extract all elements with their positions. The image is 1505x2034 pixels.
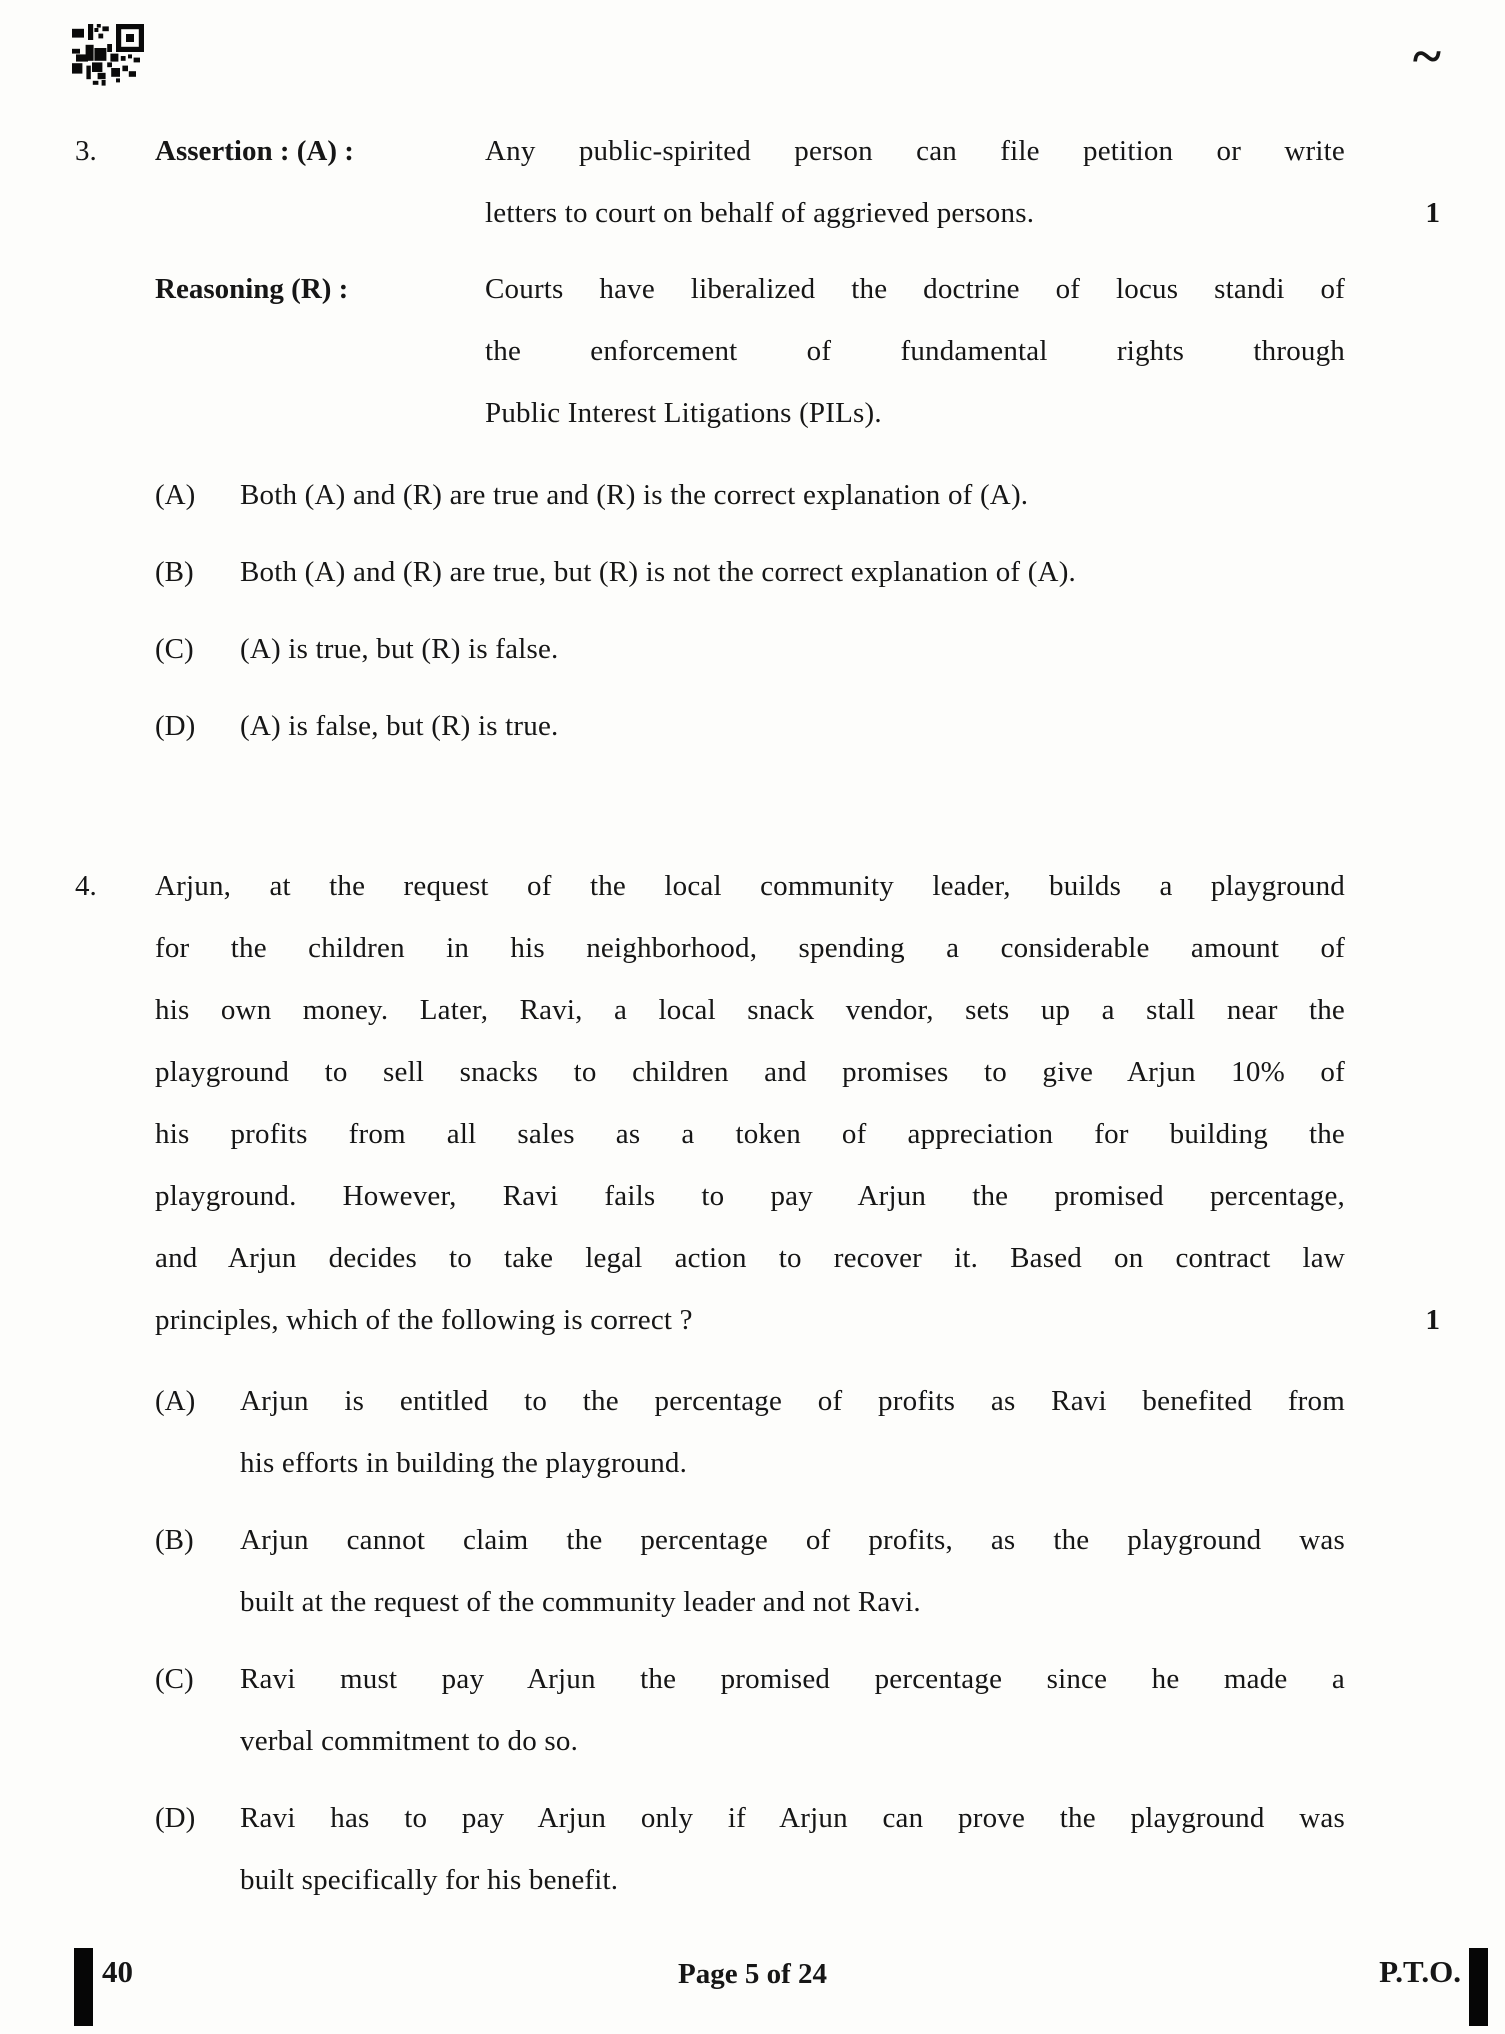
option-text xyxy=(240,541,1345,603)
pto-label: P.T.O. xyxy=(1379,1954,1461,1989)
option-text-line: built specifically for his benefit. xyxy=(240,1864,619,1896)
option-text-line: verbal commitment to do so. xyxy=(240,1725,579,1757)
option-text-line: Both (A) and (R) are true and (R) is the correct explanation of (A). xyxy=(240,479,1029,511)
option-text-line: Ravi must pay Arjun the promised percentage since he made a xyxy=(240,1663,1345,1695)
option-b xyxy=(155,1509,1345,1633)
reasoning-line: Courts have liberalized the doctrine of locus standi of xyxy=(485,273,1345,305)
option-text xyxy=(240,1648,1345,1772)
assertion-text xyxy=(485,120,1345,244)
option-a xyxy=(155,464,1345,526)
reasoning-line: the enforcement of fundamental rights through xyxy=(485,335,1345,367)
question-3 xyxy=(0,0,1505,757)
question-4-marks: 1 xyxy=(1425,1304,1440,1336)
question-4-options xyxy=(155,1370,1345,1911)
option-a xyxy=(155,1370,1345,1494)
option-text xyxy=(240,1370,1345,1494)
paragraph-line: playground. However, Ravi fails to pay Arjun the promised percentage, xyxy=(155,1180,1345,1212)
option-text xyxy=(240,618,1345,680)
question-paper-code: 40 xyxy=(102,1954,133,1989)
option-letter: (B) xyxy=(155,1524,194,1556)
option-text xyxy=(240,1509,1345,1633)
question-4 xyxy=(0,757,1505,1911)
paragraph-line: his profits from all sales as a token of appreciation for building the xyxy=(155,1118,1345,1150)
option-text-line: Arjun cannot claim the percentage of profits, as the playground was xyxy=(240,1524,1345,1556)
page-number: Page 5 of 24 xyxy=(678,1958,827,1990)
assertion-label: Assertion : (A) : xyxy=(155,135,354,167)
question-4-paragraph xyxy=(155,855,1345,1351)
question-3-marks: 1 xyxy=(1425,197,1440,229)
option-letter: (B) xyxy=(155,556,194,588)
option-letter: (A) xyxy=(155,479,196,511)
question-3-number: 3. xyxy=(75,135,97,167)
option-text-line: (A) is false, but (R) is true. xyxy=(240,710,559,742)
option-letter: (D) xyxy=(155,710,196,742)
paragraph-line: for the children in his neighborhood, spending a considerable amount of xyxy=(155,932,1345,964)
option-text-line: Arjun is entitled to the percentage of profits as Ravi benefited from xyxy=(240,1385,1345,1417)
option-text xyxy=(240,695,1345,757)
paragraph-line: Arjun, at the request of the local community leader, builds a playground xyxy=(155,870,1345,902)
option-d xyxy=(155,695,1345,757)
paragraph-line: principles, which of the following is correct ? xyxy=(155,1304,693,1336)
reasoning-line: Public Interest Litigations (PILs). xyxy=(485,397,882,429)
option-text-line: (A) is true, but (R) is false. xyxy=(240,633,559,665)
option-text-line: built at the request of the community leader and not Ravi. xyxy=(240,1586,921,1618)
question-4-number: 4. xyxy=(75,870,97,902)
footer-right-bar xyxy=(1469,1948,1488,2026)
option-text xyxy=(240,1787,1345,1911)
paragraph-line: playground to sell snacks to children and promises to give Arjun 10% of xyxy=(155,1056,1345,1088)
assertion-line: letters to court on behalf of aggrieved persons. xyxy=(485,197,1035,229)
option-text-line: Both (A) and (R) are true, but (R) is not the correct explanation of (A). xyxy=(240,556,1077,588)
tilde-mark: ~ xyxy=(1412,26,1441,86)
question-3-options xyxy=(155,464,1345,757)
reasoning-text xyxy=(485,258,1345,444)
option-b xyxy=(155,541,1345,603)
assertion-row xyxy=(155,120,1345,244)
reasoning-row xyxy=(155,258,1345,444)
option-text-line: his efforts in building the playground. xyxy=(240,1447,688,1479)
option-c xyxy=(155,1648,1345,1772)
reasoning-label: Reasoning (R) : xyxy=(155,273,349,305)
paragraph-line: and Arjun decides to take legal action to recover it. Based on contract law xyxy=(155,1242,1345,1274)
paragraph-line: his own money. Later, Ravi, a local snack vendor, sets up a stall near the xyxy=(155,994,1345,1026)
option-letter: (C) xyxy=(155,1663,194,1695)
option-c xyxy=(155,618,1345,680)
option-text-line: Ravi has to pay Arjun only if Arjun can prove the playground was xyxy=(240,1802,1345,1834)
option-letter: (A) xyxy=(155,1385,196,1417)
option-letter: (C) xyxy=(155,633,194,665)
option-letter: (D) xyxy=(155,1802,196,1834)
option-text xyxy=(240,464,1345,526)
option-d xyxy=(155,1787,1345,1911)
assertion-line: Any public-spirited person can file petition or write xyxy=(485,135,1345,167)
